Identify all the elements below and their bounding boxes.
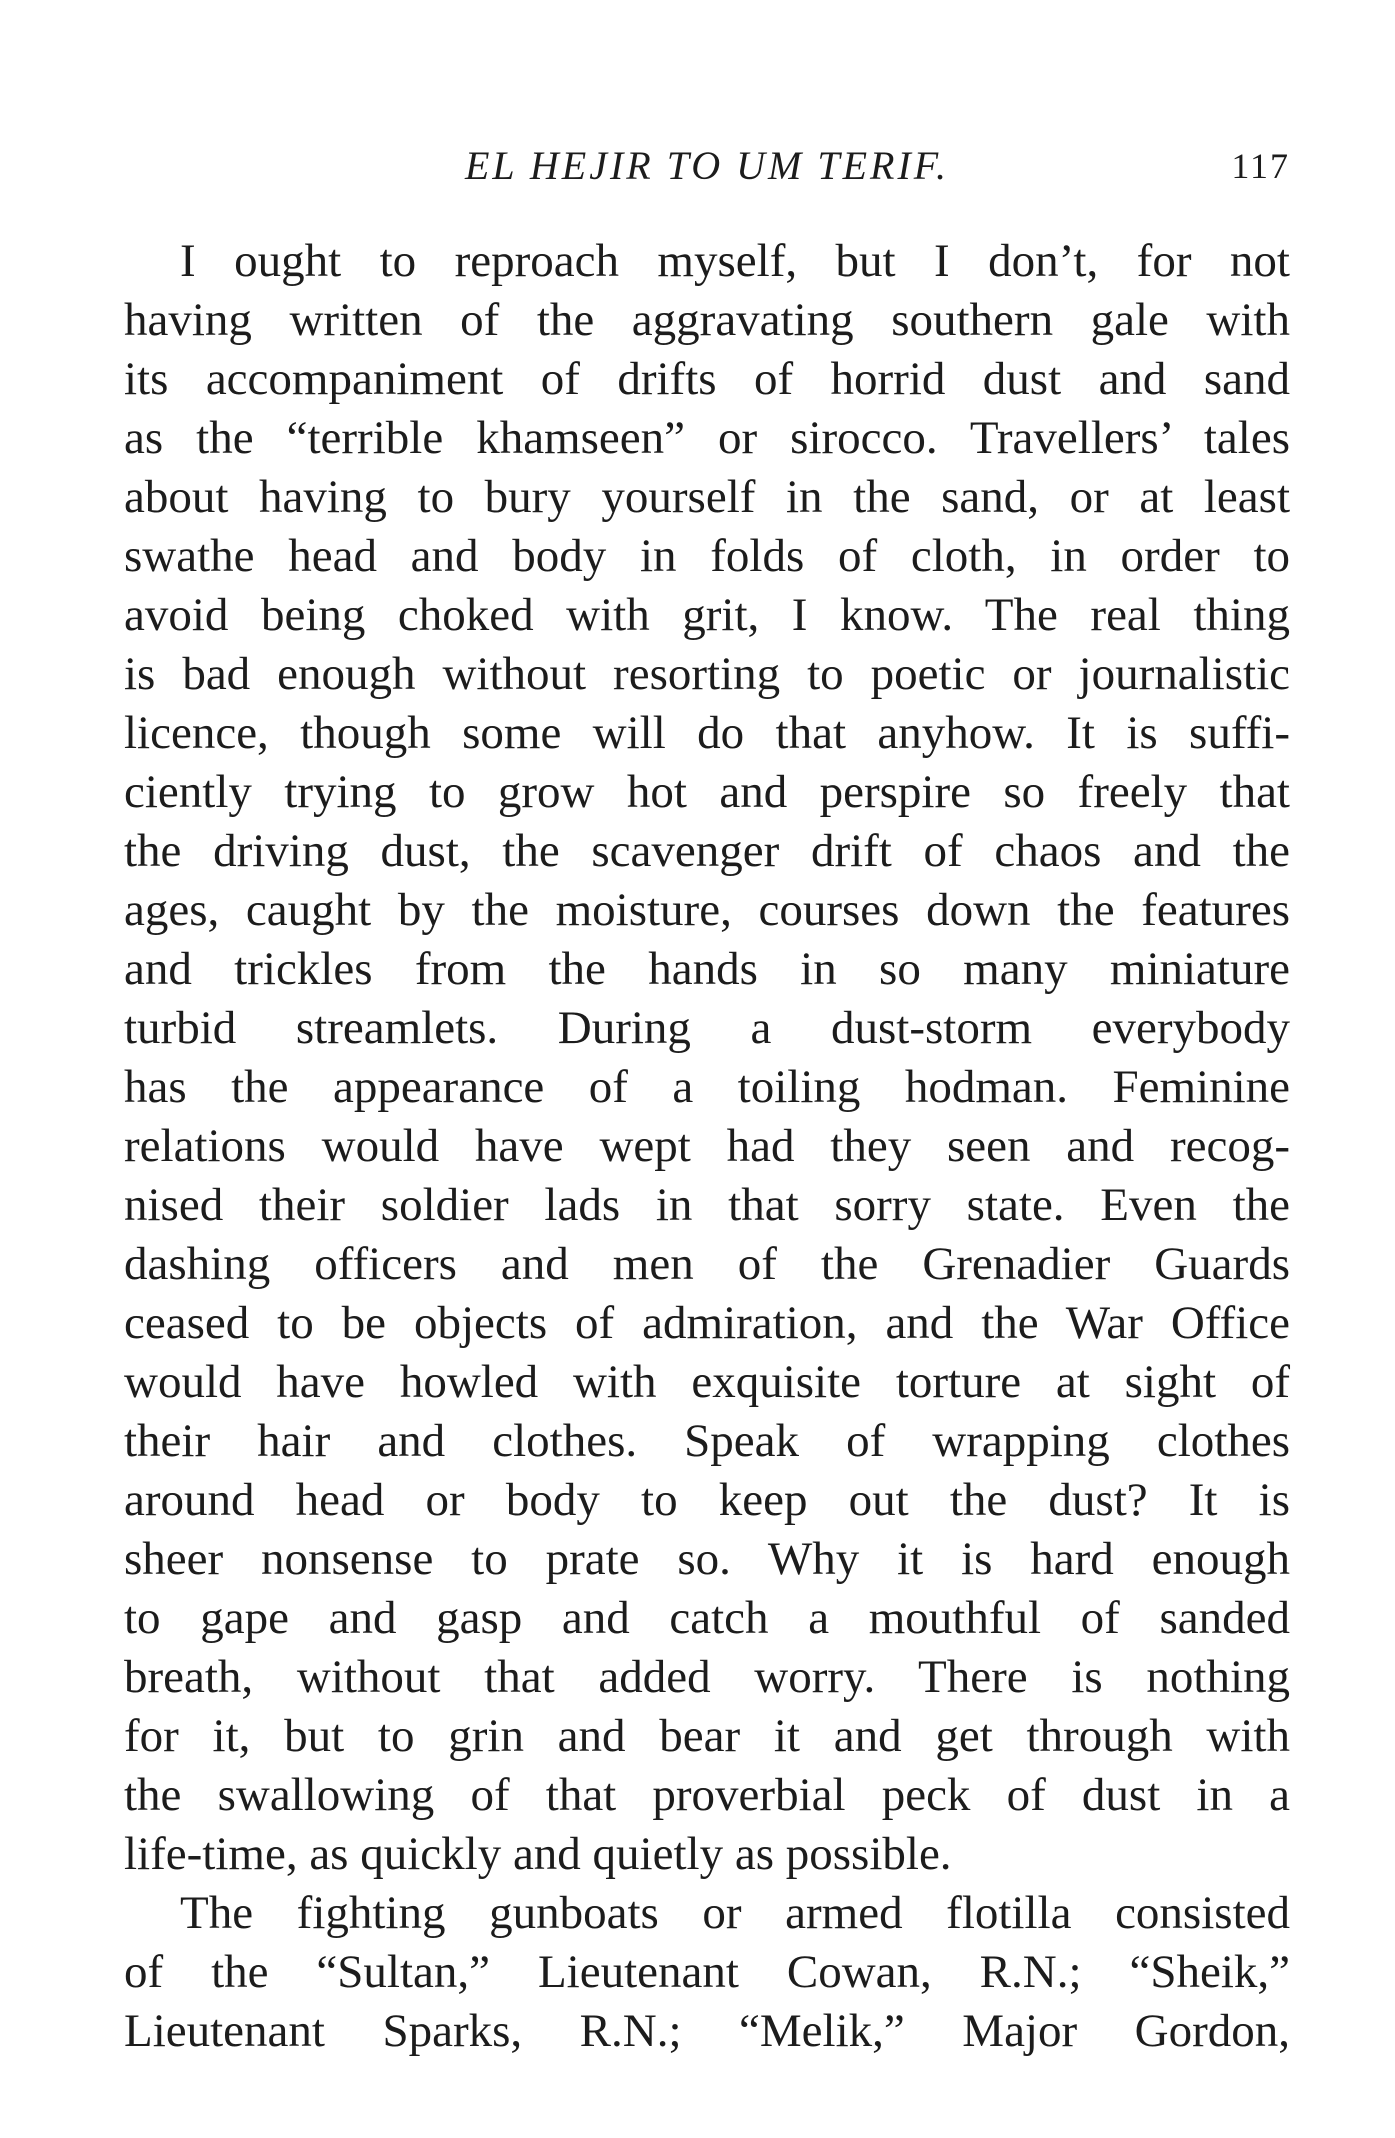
text-line: breath, without that added worry. There is nothing bbox=[124, 1651, 1290, 1703]
text-line: life-time, as quickly and quietly as possible. bbox=[124, 1828, 952, 1880]
text-line: sheer nonsense to prate so. Why it is hard enough bbox=[124, 1533, 1290, 1585]
text-line: the swallowing of that proverbial peck of dust in a bbox=[124, 1769, 1290, 1821]
text-line: nised their soldier lads in that sorry state. Even the bbox=[124, 1179, 1290, 1231]
text-line: the driving dust, the scavenger drift of chaos and the bbox=[124, 825, 1290, 877]
running-title: EL HEJIR TO UM TERIF. bbox=[464, 143, 950, 188]
text-line: as the “terrible khamseen” or sirocco. Travellers’ tales bbox=[124, 412, 1290, 464]
text-line: about having to bury yourself in the sand, or at least bbox=[124, 471, 1290, 523]
text-line: to gape and gasp and catch a mouthful of sanded bbox=[124, 1592, 1290, 1644]
text-line: ceased to be objects of admiration, and the War Office bbox=[124, 1297, 1290, 1349]
running-head bbox=[124, 136, 1290, 196]
body-text bbox=[124, 232, 1290, 2061]
text-line: turbid streamlets. During a dust-storm everybody bbox=[124, 1002, 1290, 1054]
text-line: ages, caught by the moisture, courses down the features bbox=[124, 884, 1290, 936]
text-line: their hair and clothes. Speak of wrapping clothes bbox=[124, 1415, 1290, 1467]
text-line: I ought to reproach myself, but I don’t, for not bbox=[180, 235, 1290, 287]
text-line: avoid being choked with grit, I know. The real thing bbox=[124, 589, 1290, 641]
paragraph-2 bbox=[124, 1884, 1290, 2061]
text-line: relations would have wept had they seen and recog- bbox=[124, 1120, 1290, 1172]
text-line: would have howled with exquisite torture at sight of bbox=[124, 1356, 1290, 1408]
text-line: The fighting gunboats or armed flotilla consisted bbox=[180, 1887, 1290, 1939]
text-line: dashing officers and men of the Grenadier Guards bbox=[124, 1238, 1290, 1290]
text-line: having written of the aggravating southern gale with bbox=[124, 294, 1290, 346]
text-line: ciently trying to grow hot and perspire so freely that bbox=[124, 766, 1290, 818]
text-line: for it, but to grin and bear it and get through with bbox=[124, 1710, 1290, 1762]
text-line: and trickles from the hands in so many miniature bbox=[124, 943, 1290, 995]
text-line: swathe head and body in folds of cloth, in order to bbox=[124, 530, 1290, 582]
text-line: licence, though some will do that anyhow. It is suffi- bbox=[124, 707, 1290, 759]
text-line: Lieutenant Sparks, R.N.; “Melik,” Major Gordon, bbox=[124, 2005, 1290, 2057]
paragraph-1 bbox=[124, 232, 1290, 1884]
page-number: 117 bbox=[1231, 146, 1290, 186]
text-line: is bad enough without resorting to poetic or journalistic bbox=[124, 648, 1290, 700]
text-line: has the appearance of a toiling hodman. Feminine bbox=[124, 1061, 1290, 1113]
text-line: its accompaniment of drifts of horrid dust and sand bbox=[124, 353, 1290, 405]
text-line: around head or body to keep out the dust? It is bbox=[124, 1474, 1290, 1526]
text-line: of the “Sultan,” Lieutenant Cowan, R.N.; “Sheik,” bbox=[124, 1946, 1290, 1998]
